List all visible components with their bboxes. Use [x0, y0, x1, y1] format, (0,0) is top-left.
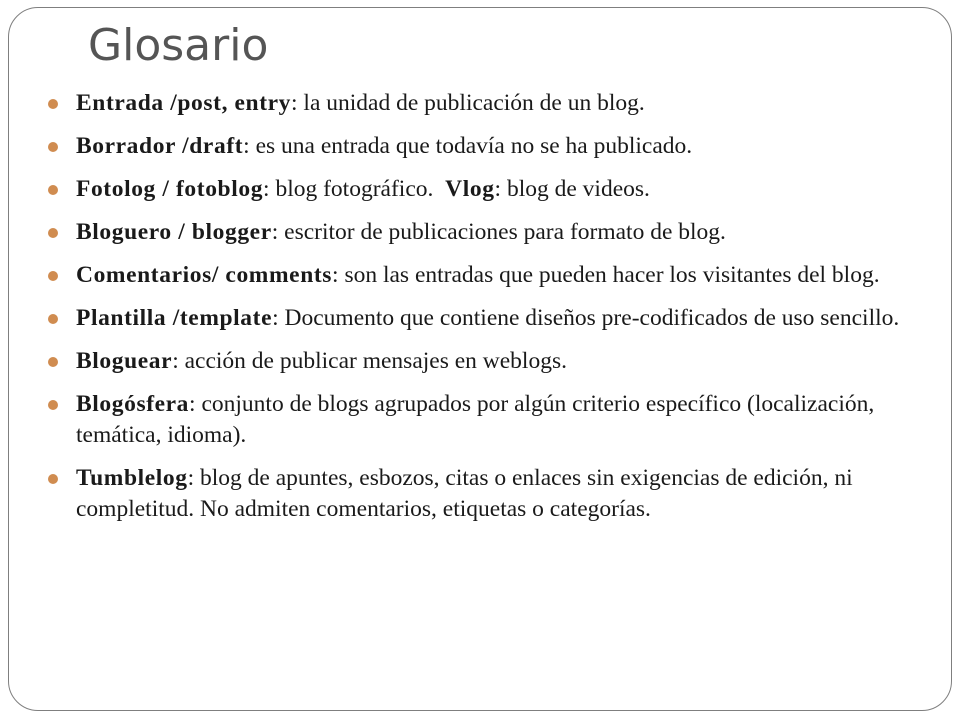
bullet-icon	[48, 314, 58, 324]
glossary-term: Blogósfera	[76, 391, 190, 417]
bullet-icon	[48, 228, 58, 238]
glossary-term: Bloguear	[76, 348, 173, 374]
bullet-icon	[48, 357, 58, 367]
glossary-item-comentarios	[48, 260, 908, 291]
glossary-term: Tumblelog	[76, 465, 188, 491]
glossary-definition: : son las entradas que pueden hacer los visitantes del blog.	[332, 262, 880, 288]
glossary-item-bloguear	[48, 346, 908, 377]
bullet-icon	[48, 400, 58, 410]
glossary-list	[48, 88, 908, 537]
bullet-icon	[48, 185, 58, 195]
glossary-definition: : blog de videos.	[494, 176, 650, 202]
glossary-definition: : blog fotográfico.	[263, 176, 446, 202]
glossary-definition: : la unidad de publicación de un blog.	[291, 90, 645, 116]
bullet-icon	[48, 474, 58, 484]
glossary-item-plantilla	[48, 303, 908, 334]
bullet-icon	[48, 99, 58, 109]
glossary-item-entrada	[48, 88, 908, 119]
glossary-definition: : escritor de publicaciones para formato de blog.	[271, 219, 726, 245]
glossary-definition: : conjunto de blogs agrupados por algún criterio específico (localización, temática, idioma).	[76, 391, 875, 448]
glossary-item-bloguero	[48, 217, 908, 248]
bullet-icon	[48, 271, 58, 281]
bullet-icon	[48, 142, 58, 152]
glossary-term: Entrada /post, entry	[76, 90, 292, 116]
glossary-definition: : acción de publicar mensajes en weblogs.	[172, 348, 567, 374]
glossary-definition: : blog de apuntes, esbozos, citas o enlaces sin exigencias de edición, ni completitud. No admiten comentarios, etiquetas o categorías.	[76, 465, 853, 522]
glossary-definition: : Documento que contiene diseños pre-codificados de uso sencillo.	[272, 305, 900, 331]
glossary-term: Fotolog / fotoblog	[76, 176, 264, 202]
glossary-term: Comentarios/ comments	[76, 262, 333, 288]
glossary-item-fotolog	[48, 174, 908, 205]
slide-title: Glosario	[88, 20, 269, 71]
glossary-term: Plantilla /template	[76, 305, 273, 331]
glossary-term: Vlog	[445, 176, 495, 202]
glossary-item-borrador	[48, 131, 908, 162]
glossary-term: Bloguero / blogger	[76, 219, 272, 245]
glossary-item-tumblelog	[48, 463, 908, 525]
glossary-term: Borrador /draft	[76, 133, 244, 159]
glossary-item-blogosfera	[48, 389, 908, 451]
glossary-definition: : es una entrada que todavía no se ha publicado.	[243, 133, 693, 159]
